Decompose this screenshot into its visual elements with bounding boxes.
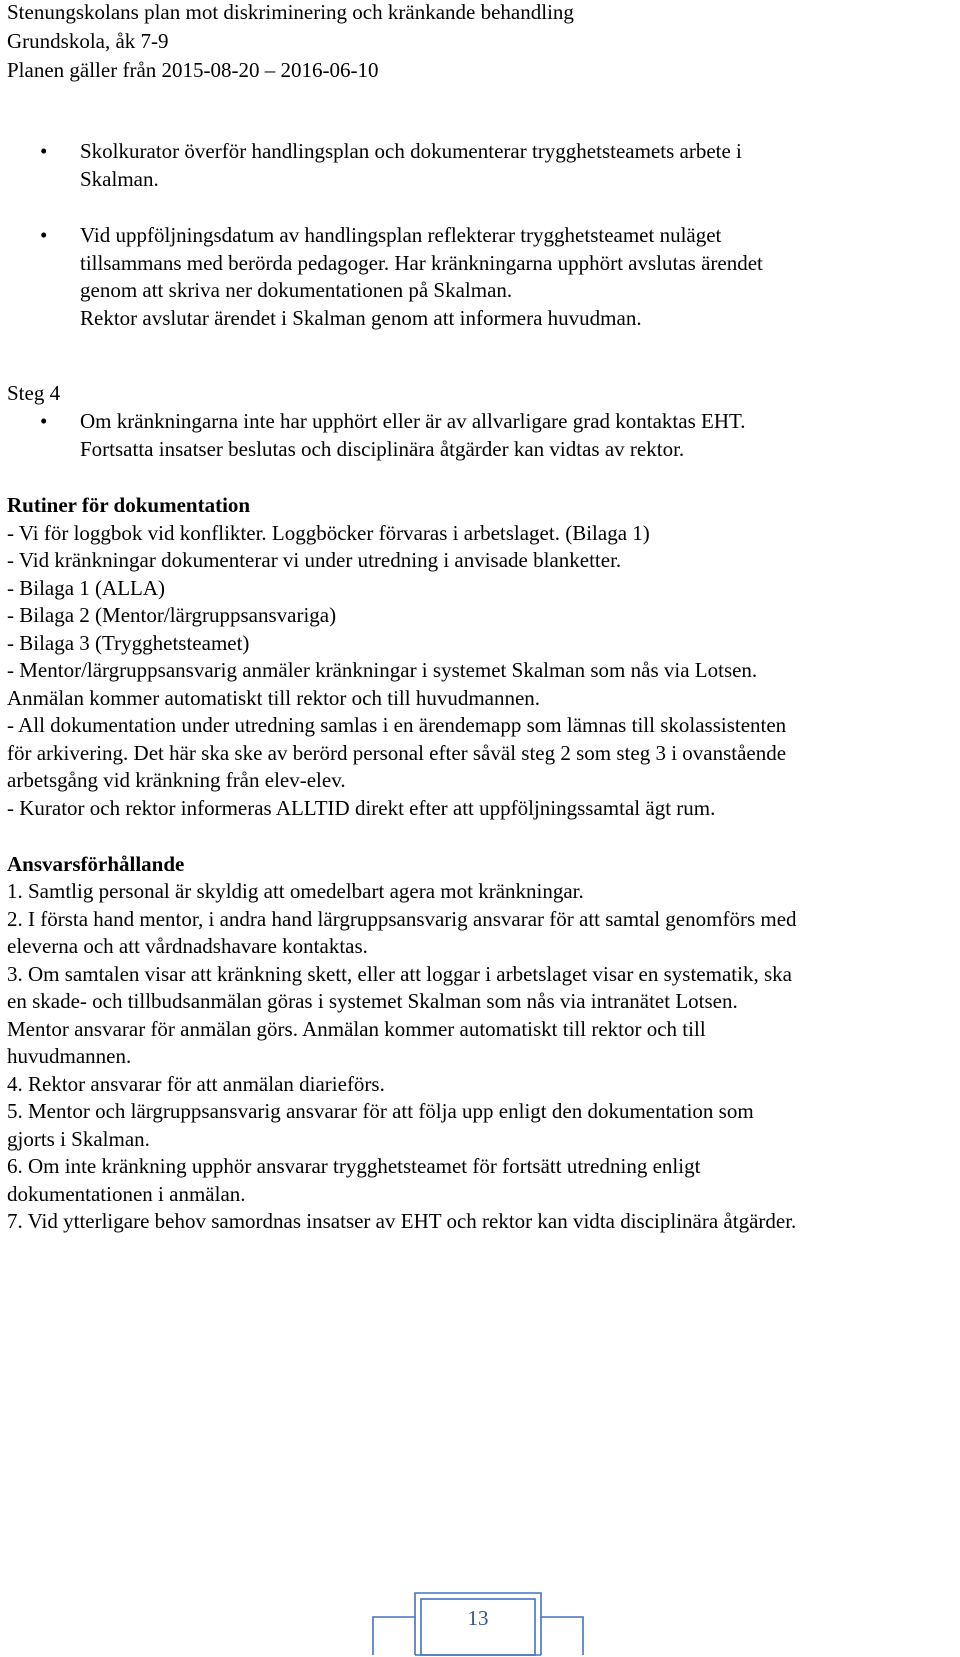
step-label: Steg 4 — [7, 381, 61, 405]
text-line: - Kurator och rektor informeras ALLTID direkt efter att uppföljningssamtal ägt rum. — [7, 796, 716, 820]
section-heading-responsibility: Ansvarsförhållande — [7, 852, 185, 876]
text-line: Skalman. — [80, 166, 159, 191]
header-validity: Planen gäller från 2015-08-20 – 2016-06-10 — [7, 58, 379, 82]
text-line: Om kränkningarna inte har upphört eller är av allvarligare grad kontaktas EHT. — [80, 409, 746, 433]
bullet-icon: • — [40, 139, 48, 163]
page-number: 13 — [467, 1606, 489, 1630]
page-footer — [371, 1589, 585, 1657]
bullet-text — [80, 138, 940, 193]
text-line: dokumentationen i anmälan. — [7, 1182, 246, 1206]
bullet-icon: • — [40, 409, 48, 433]
text-line: - Bilaga 2 (Mentor/lärgruppsansvariga) — [7, 603, 337, 627]
text-line: - Vi för loggbok vid konflikter. Loggböcker förvaras i arbetslaget. (Bilaga 1) — [7, 521, 650, 545]
text-line: arbetsgång vid kränkning från elev-elev. — [7, 768, 346, 792]
text-line: - Vid kränkningar dokumenterar vi under utredning i anvisade blanketter. — [7, 548, 622, 572]
text-line: Anmälan kommer automatiskt till rektor och till huvudmannen. — [7, 686, 541, 710]
text-line: 1. Samtlig personal är skyldig att omedelbart agera mot kränkningar. — [7, 879, 584, 903]
text-line: gjorts i Skalman. — [7, 1127, 150, 1151]
text-line: - All dokumentation under utredning samlas i en ärendemapp som lämnas till skolassistenten — [7, 713, 787, 737]
text-line: - Bilaga 1 (ALLA) — [7, 576, 166, 600]
text-line: 4. Rektor ansvarar för att anmälan diarieförs. — [7, 1072, 385, 1096]
text-line: Skolkurator överför handlingsplan och dokumenterar trygghetsteamets arbete i — [80, 139, 742, 163]
text-line: Rektor avslutar ärendet i Skalman genom att informera huvudman. — [80, 305, 642, 330]
bullet-text — [80, 222, 940, 332]
text-line: en skade- och tillbudsanmälan göras i systemet Skalman som nås via intranätet Lotsen. — [7, 989, 738, 1013]
text-line: 2. I första hand mentor, i andra hand lärgruppsansvarig ansvarar för att samtal genomförs med — [7, 907, 797, 931]
header-subtitle: Grundskola, åk 7-9 — [7, 29, 169, 53]
text-line: Mentor ansvarar för anmälan görs. Anmälan kommer automatiskt till rektor och till — [7, 1017, 706, 1041]
text-line: eleverna och att vårdnadshavare kontaktas. — [7, 934, 368, 958]
text-line: 5. Mentor och lärgruppsansvarig ansvarar för att följa upp enligt den dokumentation som — [7, 1099, 754, 1123]
section-heading-documentation: Rutiner för dokumentation — [7, 493, 251, 517]
text-line: för arkivering. Det här ska ske av berörd personal efter såväl steg 2 som steg 3 i ovanstående — [7, 741, 787, 765]
bullet-text — [80, 408, 940, 463]
text-line: Vid uppföljningsdatum av handlingsplan reflekterar trygghetsteamet nuläget — [80, 223, 722, 247]
text-line: 3. Om samtalen visar att kränkning skett, eller att loggar i arbetslaget visar en systematik, ska — [7, 962, 792, 986]
text-line: - Mentor/lärgruppsansvarig anmäler kränkningar i systemet Skalman som nås via Lotsen. — [7, 658, 758, 682]
text-line: - Bilaga 3 (Trygghetsteamet) — [7, 631, 250, 655]
text-line: Fortsatta insatser beslutas och disciplinära åtgärder kan vidtas av rektor. — [80, 436, 685, 461]
bullet-icon: • — [40, 223, 48, 247]
text-line: tillsammans med berörda pedagoger. Har kränkningarna upphört avslutas ärendet — [80, 250, 763, 275]
text-line: 6. Om inte kränkning upphör ansvarar trygghetsteamet för fortsätt utredning enligt — [7, 1154, 701, 1178]
text-line: genom att skriva ner dokumentationen på Skalman. — [80, 278, 513, 302]
text-line: huvudmannen. — [7, 1044, 132, 1068]
text-line: 7. Vid ytterligare behov samordnas insatser av EHT och rektor kan vidta disciplinära åtgärder. — [7, 1209, 797, 1233]
document-header — [7, 0, 574, 85]
header-title: Stenungskolans plan mot diskriminering och kränkande behandling — [7, 0, 574, 24]
